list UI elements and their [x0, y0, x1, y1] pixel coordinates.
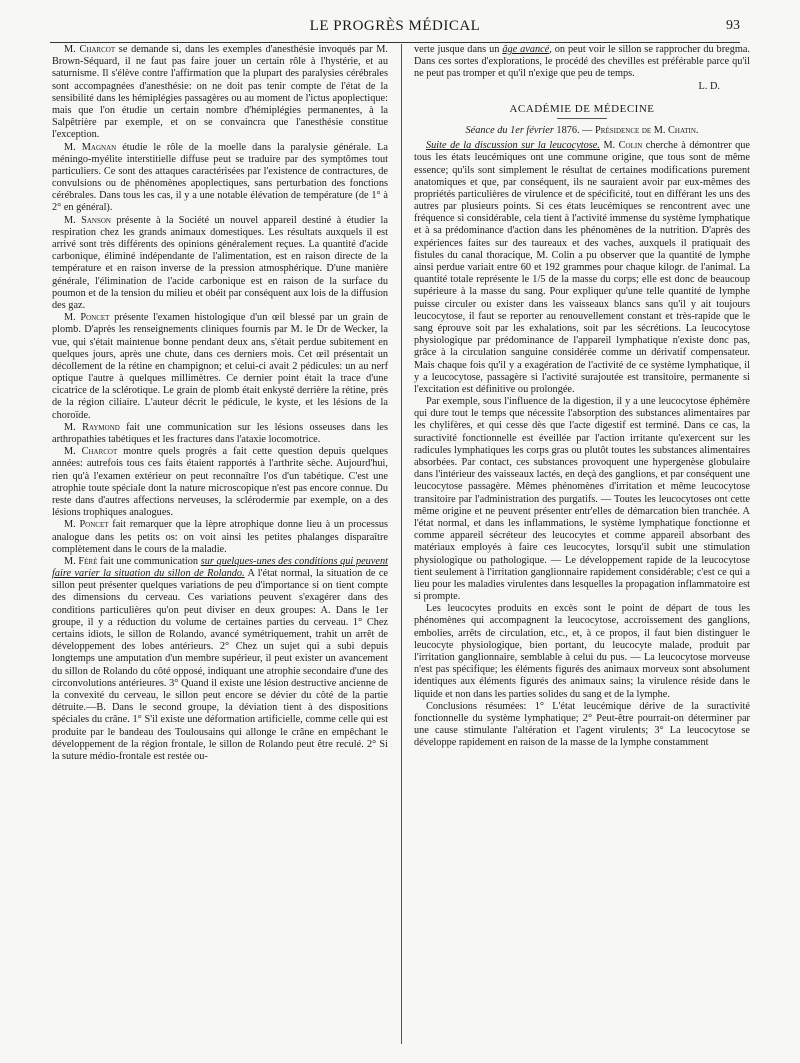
paragraph-sanson: [52, 215, 388, 313]
paragraph-continuation: verte jusque dans un âge avancé, on peut voir le sillon se rapprocher du bregma. Dans ces sortes d'explorations, le procédé des chevilles est préférable parce qu'il ne peut pas tromper et qu'il n'exige que peu de temps.: [414, 44, 750, 80]
speaker-name: M. Sanson: [64, 214, 111, 226]
paragraph-text: présente à la Société un nouvel appareil destiné à étudier la respiration chez les grands animaux domestiques. Les résultats auxquels il est arrivé sont très différents des opinions généralement reçues. La quantité d'acide carbonique, éliminé indépendante de l'alimentation, est en raison directe de la température et en raison inverse de la pression atmosphérique. D'une manière générale, l'élimination de l'acide carbonique est en raison de la surface du poumon et de la tension du milieu et obéit par conséquent aux lois de la diffusion des gaz.: [52, 214, 388, 311]
paragraph-text: A l'état normal, la situation de ce sillon peut présenter quelques variations de peu d'importance si on tient compte des dimensions du cerveau. Ces variations peuvent s'exagérer dans des conditions particulières qu'on peut diviser en deux groupes: A. Dans le 1er groupe, il y a réduction du volume de certaines parties du cerveau. 1° Chez certains idiots, le sillon de Rolando, avancé symétriquement, trahit un arrêt de développement des lobes antérieurs. 2° Chez un sujet qui a subi depuis longtemps une amputation d'un membre supérieur, il peut exister un avancement du sillon de Rolando du côté opposé, indiquant une atrophie secondaire d'une des circonvolutions antérieures. 3° Quand il existe une lésion destructive ancienne de la convexité du cerveau, le sillon peut encore se dévier du côté de la partie détruite.—B. Dans le second groupe, la déviation tient à des dispositions spéciales du crâne. 1° S'il existe une déformation artificielle, comme celle qui est produite par le bandeau des Toulousains qui allonge le crâne en empêchant le développement de la région frontale, le sillon de Rolando peut être reculé. 2° Si la suture médio-frontale est restée ou-: [52, 568, 388, 762]
discussion-title: Suite de la discussion sur la leucocytose.: [426, 140, 600, 152]
session-line: [414, 125, 750, 137]
communication-title: sur quelques-unes des conditions qui peuvent faire varier la situation du sillon de Rolando.: [52, 555, 388, 580]
speaker-name: M. Poncet: [64, 312, 110, 324]
author-signature: L. D.: [698, 80, 720, 92]
paragraph-fere: [52, 556, 388, 763]
speaker-name: M. Poncet: [64, 519, 109, 531]
right-column: [414, 44, 750, 750]
paragraph-poncet-lepre: [52, 519, 388, 556]
session-year: 1876. —: [553, 124, 596, 136]
session-date: Séance du 1er février: [465, 124, 554, 136]
speaker-name: M. Charcot: [64, 44, 116, 55]
speaker-name: M. Féré: [64, 555, 98, 567]
emphasis-text: âge avancé: [502, 44, 550, 55]
paragraph-text: fait remarquer que la lèpre atrophique donne lieu à un processus analogue dans les petits os: on voit ainsi les petites phalanges disparaître complètement dans le cours de la maladie.: [52, 519, 388, 555]
speaker-name: M. Charcot: [64, 446, 118, 458]
page-number: 93: [726, 18, 740, 33]
paragraph-leucocytes: Les leucocytes produits en excès sont le point de départ de tous les phénomènes qui accompagnent la leucocytose, accroissement des ganglions, embolies, arrêts de circulation, etc., et, à ce propos, il faut bien distinguer le leucocyte physiologique, bien portant, du leucocyte malade, produit par l'irritation ganglionnaire, semblable à celui du pus. — La leucocytose morveuse n'est pas spécifique; les éléments figurés des animaux morveux sont absolument identiques aux éléments figurés des animaux sains; la virulence réside dans le liquide et non dans les parties solides du sang et de la lymphe.: [414, 603, 750, 700]
paragraph-conclusions: Conclusions résumées: 1° L'état leucémique dérive de la suractivité fonctionnelle du système lymphatique; 2° Peut-être pourrait-on déterminer par une cause stimulante l'altération et l'agent virulents; 3° La leucocytose se développe rapidement en raison de la masse de la lymphe constamment: [414, 700, 750, 749]
signature-line: [414, 81, 750, 93]
paragraph-colin: [414, 140, 750, 396]
paragraph-text: étudie le rôle de la moelle dans la paralysie générale. La méningo-myélite interstitielle diffuse peut se traduire par des symptômes tout particuliers. Ce sont des attaques caractérisées par l'existence de contractures, de convulsions ou de phénomènes apoplectiques, sans perturbation des fonctions cérébrales. Dans tous les cas, il y a une notable élévation de température (de 1° à 2° en général).: [52, 141, 388, 214]
paragraph-charcot-tabes: [52, 446, 388, 519]
speaker-name: M. Magnan: [64, 141, 117, 153]
session-presidence: Présidence de M. Chatin.: [595, 124, 699, 136]
speaker-name: M. Raymond: [64, 421, 120, 433]
paragraph-text: montre quels progrès a fait cette question depuis quelques années: autrefois tous ces faits étaient rapportés à l'arthrite sèche. Aujourd'hui, rien qu'à l'examen extérieur on peut reconnaître l'os d'un tabétique. C'est une atrophie toute spéciale dont la nature microscopique n'est pas encore connue. Du reste dans d'autres affections nerveuses, la sclérodermie par exemple, on a des lésions trophiques analogues.: [52, 446, 388, 519]
page-header: [50, 14, 740, 43]
paragraph-text: cherche à démontrer que tous les états leucémiques ont une commune origine, que tous sont de même essence; qu'ils sont simplement le résultat de certaines modifications purement anatomiques et que, par conséquent, ils ne sauraient avoir par eux-mêmes des propriétés particulières de virulence et de spécificité, tout en différant les uns des autres par plusieurs points. Si ces états leucémiques se rencontrent avec une fréquence si considérable, cela tient à l'activité immense du système lymphatique et à sa prédominance d'action dans les phénomènes de la nutrition. D'après des expériences faites sur des taureaux et des vaches, auxquels il pratiquait des fistules du canal thoracique, M. Colin a pu observer que la quantité de lymphe ainsi perdue variait entre 60 et 192 grammes pour chaque kilogr. de l'animal. La quantité totale représente le 1/5 de la masse du corps; elle est donc de beaucoup supérieure à la masse du sang. Pour expliquer qu'une telle quantité de lymphe puisse circuler ou exister dans les vaisseaux blancs sans qu'il y ait toujours leucocytose, il faut se reporter au renouvellement constant et très-rapide que le sang éprouve soit par les exhalations, soit par les sécrétions. La leucocytose physiologique par prédominance de l'appareil lymphatique n'existe donc pas, grâce à la circulation sanguine considérée comme un dérivatif compensateur. Mais chaque fois qu'il y a exagération de l'activité de ce système lymphatique, il y a leucocytose, passagère si l'activité surajoutée est transitoire, permanente si l'excitation est définitive ou prolongée.: [414, 140, 750, 395]
paragraph-poncet-eye: [52, 312, 388, 422]
paragraph-lead: fait une communication: [97, 555, 201, 567]
paragraph-charcot-anesthesia: [52, 44, 388, 142]
paragraph-digestion: Par exemple, sous l'influence de la digestion, il y a une leucocytose éphémère qui dure tout le temps que nécessite l'absorption des substances alimentaires par les chylifères, et qui cesse dès que l'acte digestif est terminé. Dans ce cas, la suractivité fonctionnelle est éveillée par l'action irritante qu'exercent sur les radicules lymphatiques les corps gras ou plutôt toutes les substances alimentaires absorbées. Par contact, ces substances provoquent une hypergenèse globulaire dans l'intérieur des vaisseaux lactés, en deçà des ganglions, et par conséquent une leucocytose passagère. Mêmes phénomènes d'irritation et même leucocytose transitoire par l'administration des purgatifs. — Toutes les leucocytoses ont cette même origine et ne peuvent présenter entr'elles de démarcation bien tranchée. A l'état normal, et dans les inflammations, le système lymphatique fonctionne et comme appareil sécréteur des leucocytes et comme appareil absorbant des matériaux employés à faire ces leucocytes, lorsqu'il subit une stimulation physiologique ou pathologique. — Le développement rapide de la leucocytose tient seulement à l'irritation ganglionnaire rapidement considérable; c'est ce qui a lieu pour les maladies virulentes dans lesquelles la propagation inflammatoire est si prompte.: [414, 396, 750, 603]
left-column: [52, 44, 388, 763]
column-divider: [401, 44, 402, 1044]
paragraph-raymond: [52, 422, 388, 446]
paragraph-text: se demande si, dans les exemples d'anesthésie invoqués par M. Brown-Séquard, il ne faut pas faire jouer un certain rôle à l'hystérie, et au saturnisme. Il s'élève contre l'affirmation que la plupart des paralysies cérébrales sont accompagnées d'anesthésie: on ne doit pas tenir compte de l'état de la sensibilité dans les hémiplégies passagères ou au moment de l'ictus apoplectique: mais que l'on étudie un certain nombre d'hémiplégies permanentes, à la Salpêtrière par exemple, et on se convaincra que l'anesthésie constitue l'exception.: [52, 44, 388, 141]
paragraph-magnan: [52, 142, 388, 215]
section-title: ACADÉMIE DE MÉDECINE: [414, 103, 750, 119]
paragraph-text: présente l'examen histologique d'un œil blessé par un grain de plomb. D'après les renseignements cliniques fournis par M. le Dr de Wecker, la vue, qui s'était maintenue bonne pendant deux ans, s'était perdue subitement en quelques jours, après une chute, dans ces derniers mois. Cet œil présentait un décollement de la rétine en champignon; et celui-ci avait 2 pédicules: un au nerf optique l'autre à quelques millimètres. Ce dernier point était la trace d'une cicatrice de la sclérotique. Le grain de plomb était enkysté derrière la rétine, près de la région ciliaire. L'auteur décrit le pédicule, le kyste, et les lésions de la choroïde.: [52, 312, 388, 421]
paragraph-text: fait une communication sur les lésions osseuses dans les arthropathies tabétiques et les fractures dans l'ataxie locomotrice.: [52, 421, 389, 445]
speaker-name: M. Colin: [599, 140, 643, 152]
running-title: LE PROGRÈS MÉDICAL: [309, 18, 481, 34]
